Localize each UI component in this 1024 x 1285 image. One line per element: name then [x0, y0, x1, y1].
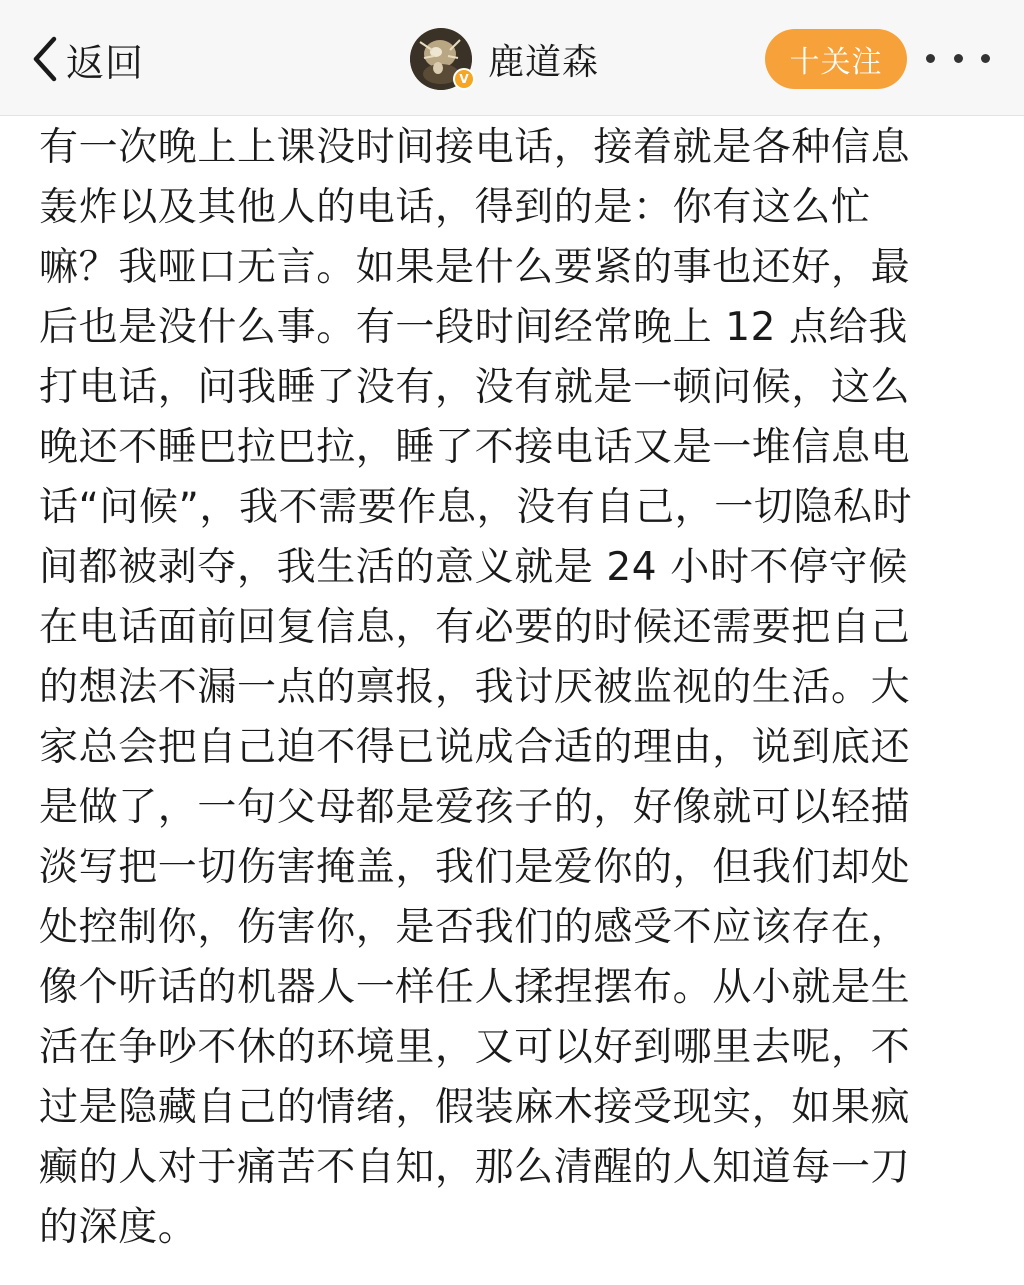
post-body — [39, 118, 989, 1258]
post-text-line: 打电话，问我睡了没有，没有就是一顿问候，这么 — [39, 365, 911, 410]
post-text-line: 家总会把自己迫不得已说成合适的理由，说到底还 — [39, 725, 911, 770]
more-options-button[interactable] — [926, 42, 990, 74]
top-navigation-bar — [0, 0, 1024, 116]
back-label: 返回 — [66, 40, 145, 85]
more-dots-icon — [981, 54, 990, 63]
back-button[interactable] — [28, 30, 144, 88]
post-text-line: 是做了，一句父母都是爱孩子的，好像就可以轻描 — [39, 785, 911, 830]
post-text-line: 轰炸以及其他人的电话，得到的是：你有这么忙 — [39, 185, 871, 230]
post-text-line: 的想法不漏一点的禀报，我讨厌被监视的生活。大 — [39, 665, 911, 710]
post-text-line: 有一次晚上上课没时间接电话，接着就是各种信息 — [39, 125, 911, 170]
post-text-line: 活在争吵不休的环境里，又可以好到哪里去呢，不 — [39, 1025, 911, 1070]
chevron-left-icon — [28, 33, 64, 85]
follow-button[interactable]: 十关注 — [765, 29, 907, 89]
post-text-line: 过是隐藏自己的情绪，假装麻木接受现实，如果疯 — [39, 1085, 911, 1130]
post-text-line: 话“问候”，我不需要作息，没有自己，一切隐私时 — [39, 485, 913, 530]
post-text-line: 嘛？我哑口无言。如果是什么要紧的事也还好，最 — [39, 245, 911, 290]
more-dots-icon — [954, 54, 963, 63]
post-text-line: 间都被剥夺，我生活的意义就是 24 小时不停守候 — [39, 545, 908, 590]
username[interactable]: 鹿道森 — [488, 41, 600, 83]
post-text-line: 晚还不睡巴拉巴拉，睡了不接电话又是一堆信息电 — [39, 425, 911, 470]
post-text-line: 在电话面前回复信息，有必要的时候还需要把自己 — [39, 605, 911, 650]
verified-badge-icon: V — [453, 68, 475, 90]
post-text-line: 后也是没什么事。有一段时间经常晚上 12 点给我 — [39, 305, 908, 350]
more-dots-icon — [926, 54, 935, 63]
post-text-line: 处控制你，伤害你，是否我们的感受不应该存在， — [39, 905, 911, 950]
post-text-line: 像个听话的机器人一样任人揉捏摆布。从小就是生 — [39, 965, 911, 1010]
post-text-line: 癫的人对于痛苦不自知，那么清醒的人知道每一刀 — [39, 1145, 911, 1190]
post-text-line: 淡写把一切伤害掩盖，我们是爱你的，但我们却处 — [39, 845, 911, 890]
post-text-line: 的深度。 — [39, 1205, 198, 1250]
profile-header[interactable] — [410, 27, 599, 91]
